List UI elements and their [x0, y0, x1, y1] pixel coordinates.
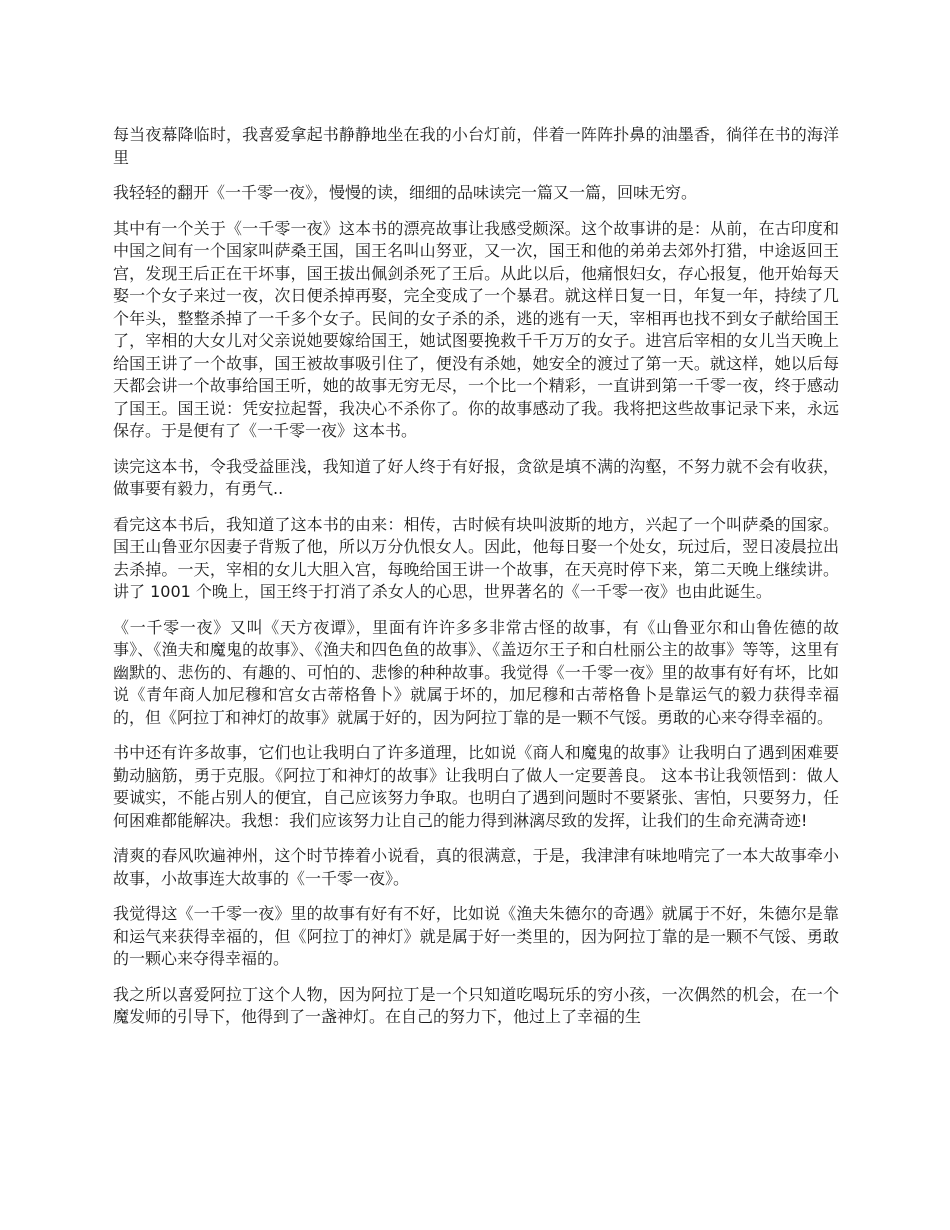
paragraph-8: 清爽的春风吹遍神州，这个时节捧着小说看，真的很满意，于是，我津津有味地啃完了一本大故事牵小故事，小故事连大故事的《一千零一夜》。 [113, 846, 839, 888]
paragraph-9: 我觉得这《一千零一夜》里的故事有好有不好，比如说《渔夫朱德尔的奇遇》就属于不好，朱德尔是靠和运气来获得幸福的，但《阿拉丁的神灯》就是属于好一类里的，因为阿拉丁靠的是一颗不气馁、勇敢的一颗心来夺得幸福的。 [113, 904, 839, 968]
paragraph-5: 看完这本书后，我知道了这本书的由来：相传，古时候有块叫波斯的地方，兴起了一个叫萨桑的国家。国王山鲁亚尔因妻子背叛了他，所以万分仇恨女人。因此，他每日娶一个处女，玩过后，翌日凌晨拉出去杀掉。一天，宰相的女儿大胆入宫，每晚给国王讲一个故事，在天亮时停下来，第二天晚上继续讲。讲了 1001 个晚上，国王终于打消了杀女人的心思，世界著名的《一千零一夜》也由此诞生。 [113, 514, 839, 601]
paragraph-6: 《一千零一夜》又叫《天方夜谭》，里面有许许多多非常古怪的故事，有《山鲁亚尔和山鲁佐德的故事》、《渔夫和魔鬼的故事》、《渔夫和四色鱼的故事》、《盖迈尔王子和白杜丽公主的故事》等等，这里有幽默的、悲伤的、有趣的、可怕的、悲惨的种种故事。我觉得《一千零一夜》里的故事有好有坏，比如说《青年商人加尼穆和宫女古蒂格鲁卜》就属于坏的，加尼穆和古蒂格鲁卜是靠运气的毅力获得幸福的，但《阿拉丁和神灯的故事》就属于好的，因为阿拉丁靠的是一颗不气馁。勇敢的心来夺得幸福的。 [113, 617, 839, 727]
paragraph-2: 我轻轻的翻开《一千零一夜》，慢慢的读，细细的品味读完一篇又一篇，回味无穷。 [113, 183, 698, 202]
paragraph-1: 每当夜幕降临时，我喜爱拿起书静静地坐在我的小台灯前，伴着一阵阵扑鼻的油墨香，徜徉在书的海洋里 [113, 125, 839, 167]
paragraph-3: 其中有一个关于《一千零一夜》这本书的漂亮故事让我感受颇深。这个故事讲的是：从前，在古印度和中国之间有一个国家叫萨桑王国，国王名叫山努亚，又一次，国王和他的弟弟去郊外打猎，中途返回王宫，发现王后正在干坏事，国王拔出佩剑杀死了王后。从此以后，他痛恨妇女，存心报复，他开始每天娶一个女子来过一夜，次日便杀掉再娶，完全变成了一个暴君。就这样日复一日，年复一年，持续了几个年头，整整杀掉了一千多个女子。民间的女子杀的杀，逃的逃有一天，宰相再也找不到女子献给国王了，宰相的大女儿对父亲说她要嫁给国王，她试图要挽救千千万万的女子。进宫后宰相的女儿当天晚上给国王讲了一个故事，国王被故事吸引住了，便没有杀她，她安全的渡过了第一天。就这样，她以后每天都会讲一个故事给国王听，她的故事无穷无尽，一个比一个精彩，一直讲到第一千零一夜，终于感动了国王。国王说：凭安拉起誓，我决心不杀你了。你的故事感动了我。我将把这些故事记录下来，永远保存。于是便有了《一千零一夜》这本书。 [113, 218, 839, 440]
paragraph-4: 读完这本书，令我受益匪浅，我知道了好人终于有好报，贪欲是填不满的沟壑，不努力就不会有收获，做事要有毅力，有勇气.. [113, 456, 839, 498]
paragraph-7: 书中还有许多故事，它们也让我明白了许多道理，比如说《商人和魔鬼的故事》让我明白了遇到困难要勤动脑筋，勇于克服。《阿拉丁和神灯的故事》让我明白了做人一定要善良。 这本书让我领悟到：做人要诚实，不能占别人的便宜，自己应该努力争取。也明白了遇到问题时不要紧张、害怕，只要努力，任何困难都能解决。我想：我们应该努力让自己的能力得到淋漓尽致的发挥，让我们的生命充满奇迹! [113, 743, 839, 830]
paragraph-10: 我之所以喜爱阿拉丁这个人物，因为阿拉丁是一个只知道吃喝玩乐的穷小孩，一次偶然的机会，在一个魔发师的引导下，他得到了一盏神灯。在自己的努力下，他过上了幸福的生 [113, 984, 839, 1026]
document-body [113, 124, 839, 1042]
